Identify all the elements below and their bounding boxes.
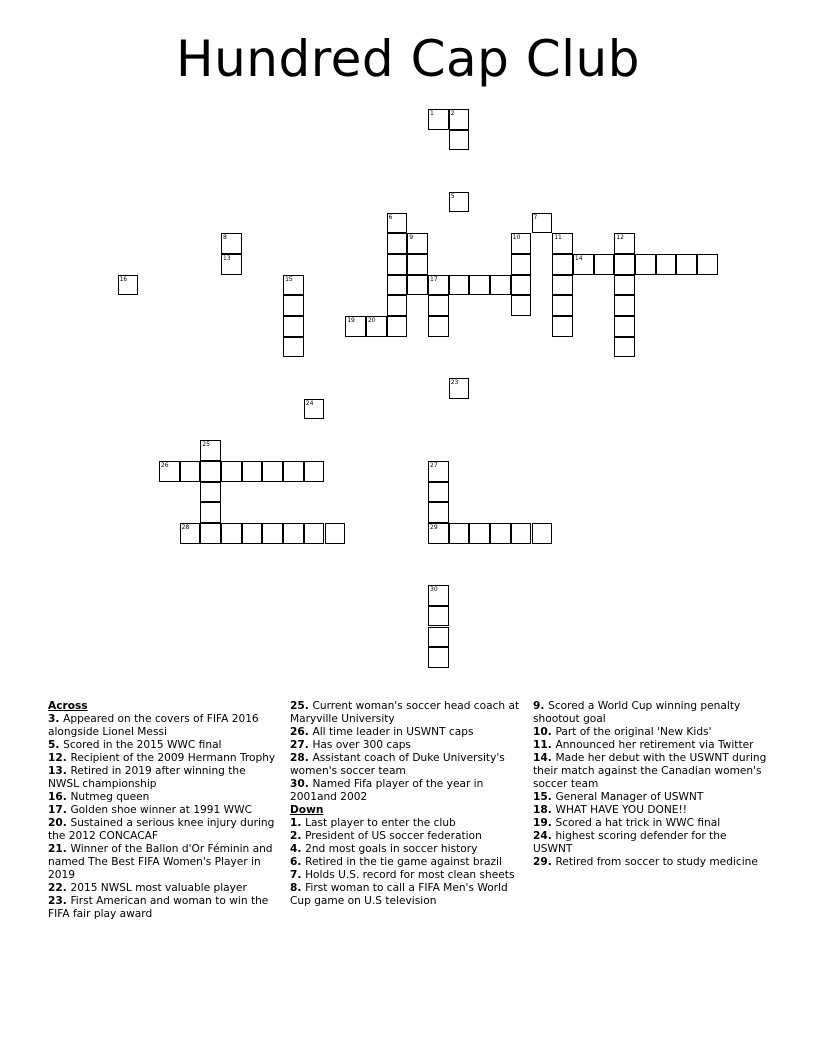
grid-cell[interactable] — [407, 275, 428, 296]
grid-cell[interactable] — [407, 254, 428, 275]
clue-number: 9 — [409, 234, 414, 242]
grid-cell[interactable] — [552, 316, 573, 337]
clues-column-2 — [290, 700, 526, 908]
grid-cell[interactable] — [449, 378, 470, 399]
grid-cell[interactable] — [407, 233, 428, 254]
clue-item: 13. Retired in 2019 after winning the NWSL championship — [48, 765, 246, 790]
grid-cell[interactable] — [552, 254, 573, 275]
grid-cell[interactable] — [511, 275, 532, 296]
grid-cell[interactable] — [428, 109, 449, 130]
clues-column-3 — [533, 700, 769, 869]
clue-item: 4. 2nd most goals in soccer history — [290, 843, 478, 855]
clue-item: 17. Golden shoe winner at 1991 WWC — [48, 804, 252, 816]
clue-item: 3. Appeared on the covers of FIFA 2016 alongside Lionel Messi — [48, 713, 259, 738]
clue-item: 1. Last player to enter the club — [290, 817, 456, 829]
grid-cell[interactable] — [428, 461, 449, 482]
clue-item: 12. Recipient of the 2009 Hermann Trophy — [48, 752, 276, 764]
clue-number: 11 — [554, 234, 562, 242]
grid-cell[interactable] — [449, 192, 470, 213]
grid-cell[interactable] — [118, 275, 139, 296]
grid-cell[interactable] — [532, 213, 553, 234]
grid-cell[interactable] — [490, 275, 511, 296]
clue-item: 20. Sustained a serious knee injury during the 2012 CONCACAF — [48, 817, 275, 842]
clue-number: 19 — [347, 317, 355, 324]
clue-item: 22. 2015 NWSL most valuable player — [48, 882, 247, 894]
grid-cell[interactable] — [428, 275, 449, 296]
clue-item: 25. Current woman's soccer head coach at Maryville University — [290, 700, 520, 725]
clue-item: 28. Assistant coach of Duke University's women's soccer team — [290, 752, 505, 777]
grid-cell[interactable] — [345, 316, 366, 337]
clue-item: 9. Scored a World Cup winning penalty shootout goal — [533, 700, 741, 725]
grid-cell[interactable] — [428, 482, 449, 503]
clue-number: 5 — [450, 192, 455, 200]
clue-number: 16 — [119, 275, 128, 283]
grid-cell[interactable] — [614, 233, 635, 254]
grid-cell[interactable] — [552, 233, 573, 254]
grid-cell[interactable] — [428, 627, 449, 648]
clue-item: 30. Named Fifa player of the year in 2001and 2002 — [290, 778, 484, 803]
grid-cell[interactable] — [428, 523, 449, 544]
grid-cell[interactable] — [200, 482, 221, 503]
clue-section-header: Across — [48, 700, 88, 712]
clue-item: 7. Holds U.S. record for most clean sheets — [290, 869, 515, 881]
grid-cell[interactable] — [614, 337, 635, 358]
grid-cell[interactable] — [304, 461, 325, 482]
clue-number: 24 — [305, 399, 314, 407]
grid-cell[interactable] — [573, 254, 594, 275]
grid-cell[interactable] — [283, 275, 304, 296]
clue-number: 17 — [430, 275, 438, 283]
grid-cell[interactable] — [594, 254, 615, 275]
clue-number: 12 — [616, 234, 624, 242]
clue-item: 11. Announced her retirement via Twitter — [533, 739, 754, 751]
clue-number: 26 — [160, 461, 169, 469]
grid-cell[interactable] — [387, 275, 408, 296]
clue-item: 8. First woman to call a FIFA Men's World Cup game on U.S television — [290, 882, 508, 907]
clue-number: 23 — [450, 379, 459, 387]
grid-cell[interactable] — [428, 316, 449, 337]
grid-cell[interactable] — [159, 461, 180, 482]
clue-item: 10. Part of the original 'New Kids' — [533, 726, 712, 738]
clue-item: 27. Has over 300 caps — [290, 739, 411, 751]
grid-cell[interactable] — [428, 295, 449, 316]
page-title: Hundred Cap Club — [176, 30, 640, 88]
grid-cell[interactable] — [656, 254, 677, 275]
clue-number: 8 — [223, 234, 227, 242]
grid-cell[interactable] — [262, 461, 283, 482]
grid-cell[interactable] — [614, 254, 635, 275]
grid-cell[interactable] — [449, 130, 470, 151]
grid-cell[interactable] — [614, 275, 635, 296]
clue-number: 30 — [430, 586, 438, 594]
grid-cell[interactable] — [511, 523, 532, 544]
grid-cell[interactable] — [180, 523, 201, 544]
clue-item: 23. First American and woman to win the FIFA fair play award — [48, 895, 269, 920]
grid-cell[interactable] — [200, 440, 221, 461]
grid-cell[interactable] — [283, 461, 304, 482]
grid-cell[interactable] — [200, 461, 221, 482]
clue-item: 16. Nutmeg queen — [48, 791, 150, 803]
grid-cell[interactable] — [283, 295, 304, 316]
grid-cell[interactable] — [242, 523, 263, 544]
grid-cell[interactable] — [200, 523, 221, 544]
grid-cell[interactable] — [221, 523, 242, 544]
clue-number: 14 — [574, 254, 583, 262]
grid-cell[interactable] — [304, 523, 325, 544]
clue-number: 20 — [367, 317, 376, 324]
clue-item: 14. Made her debut with the USWNT during their match against the Canadian women's soccer team — [533, 752, 767, 790]
grid-cell[interactable] — [469, 523, 490, 544]
clue-number: 10 — [512, 234, 521, 242]
grid-cell[interactable] — [449, 523, 470, 544]
clues-column-1 — [48, 700, 280, 921]
clue-number: 13 — [223, 254, 231, 262]
clue-number: 27 — [430, 461, 438, 469]
clue-number: 15 — [285, 275, 293, 283]
grid-cell[interactable] — [552, 275, 573, 296]
clue-number: 28 — [181, 524, 190, 531]
clue-number: 2 — [450, 110, 455, 117]
grid-cell[interactable] — [366, 316, 387, 337]
grid-cell[interactable] — [552, 295, 573, 316]
grid-cell[interactable] — [221, 461, 242, 482]
grid-cell[interactable] — [283, 337, 304, 358]
clue-item: 19. Scored a hat trick in WWC final — [533, 817, 721, 829]
grid-cell[interactable] — [283, 523, 304, 544]
grid-cell[interactable] — [387, 295, 408, 316]
grid-cell[interactable] — [635, 254, 656, 275]
grid-cell[interactable] — [304, 399, 325, 420]
clue-item: 5. Scored in the 2015 WWC final — [48, 739, 222, 751]
clue-item: 21. Winner of the Ballon d'Or Féminin and named The Best FIFA Women's Player in 2019 — [48, 843, 273, 881]
grid-cell[interactable] — [511, 254, 532, 275]
grid-cell[interactable] — [428, 585, 449, 606]
grid-cell[interactable] — [221, 254, 242, 275]
grid-cell[interactable] — [532, 523, 553, 544]
clue-item: 29. Retired from soccer to study medicine — [533, 856, 758, 868]
grid-cell[interactable] — [449, 109, 470, 130]
grid-cell[interactable] — [428, 647, 449, 668]
clue-item: 18. WHAT HAVE YOU DONE!! — [533, 804, 687, 816]
grid-cell[interactable] — [511, 295, 532, 316]
grid-cell[interactable] — [428, 606, 449, 627]
grid-cell[interactable] — [325, 523, 346, 544]
clue-number: 29 — [430, 524, 438, 531]
grid-cell[interactable] — [221, 233, 242, 254]
grid-cell[interactable] — [490, 523, 511, 544]
grid-cell[interactable] — [676, 254, 697, 275]
grid-cell[interactable] — [242, 461, 263, 482]
grid-cell[interactable] — [387, 233, 408, 254]
clue-item: 15. General Manager of USWNT — [533, 791, 704, 803]
grid-cell[interactable] — [697, 254, 718, 275]
clue-section-header: Down — [290, 804, 324, 816]
grid-cell[interactable] — [428, 502, 449, 523]
clue-number: 25 — [202, 441, 210, 449]
grid-cell[interactable] — [387, 213, 408, 234]
grid-cell[interactable] — [614, 316, 635, 337]
clue-item: 6. Retired in the tie game against brazil — [290, 856, 502, 868]
grid-cell[interactable] — [262, 523, 283, 544]
clue-number: 1 — [430, 110, 434, 117]
grid-cell[interactable] — [614, 295, 635, 316]
grid-cell[interactable] — [387, 254, 408, 275]
clue-item: 2. President of US soccer federation — [290, 830, 482, 842]
clue-item: 26. All time leader in USWNT caps — [290, 726, 474, 738]
grid-cell[interactable] — [511, 233, 532, 254]
grid-cell[interactable] — [180, 461, 201, 482]
clue-number: 6 — [388, 213, 393, 221]
clue-item: 24. highest scoring defender for the USWNT — [533, 830, 727, 855]
grid-cell[interactable] — [449, 275, 470, 296]
grid-cell[interactable] — [469, 275, 490, 296]
clue-number: 7 — [533, 213, 538, 221]
grid-cell[interactable] — [200, 502, 221, 523]
grid-cell[interactable] — [387, 316, 408, 337]
grid-cell[interactable] — [283, 316, 304, 337]
